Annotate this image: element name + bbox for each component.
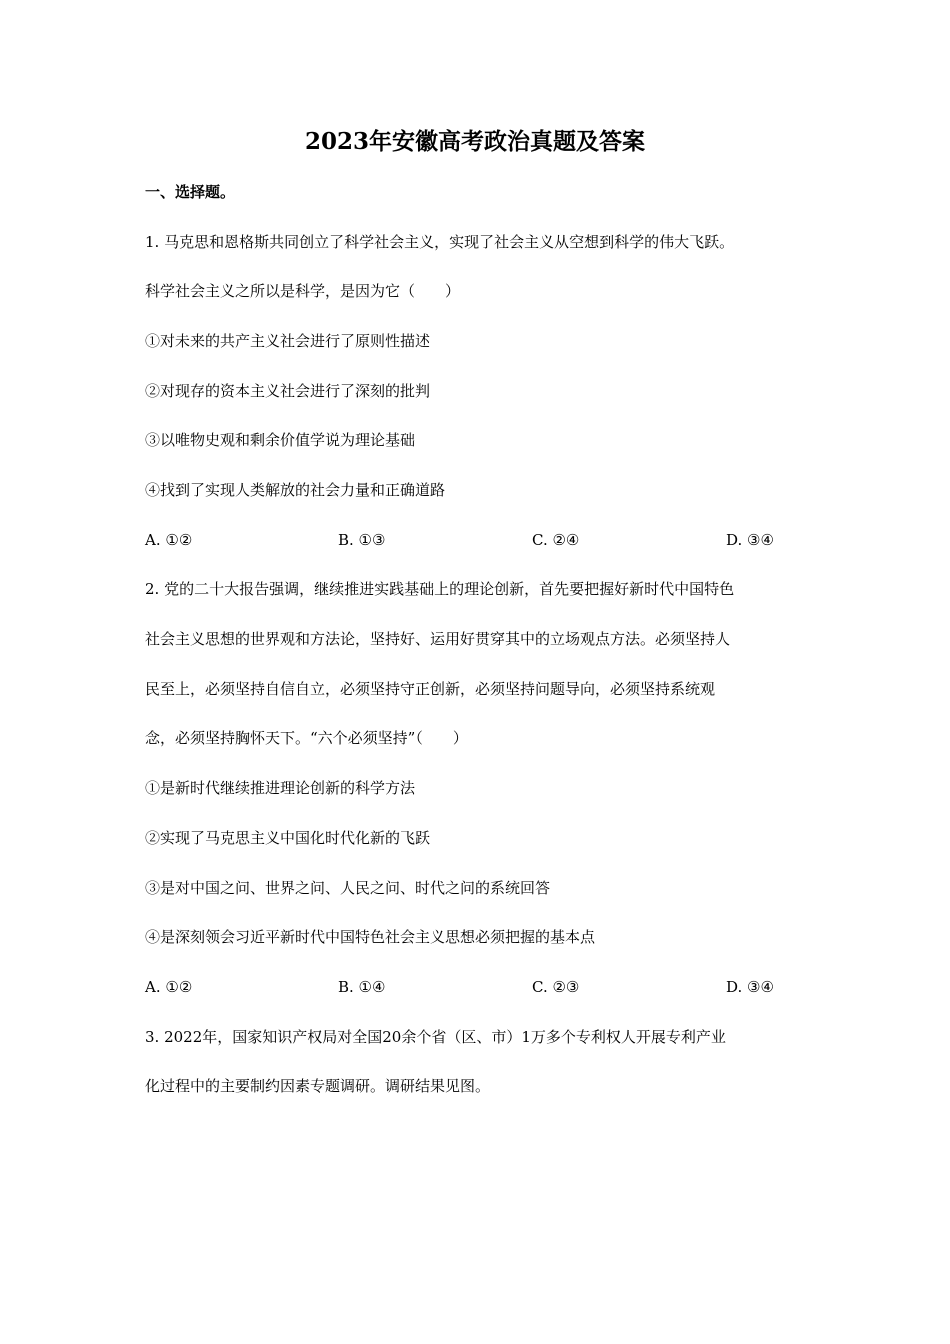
question-2-item-1: ①是新时代继续推进理论创新的科学方法 <box>145 779 416 797</box>
question-1-item-1: ①对未来的共产主义社会进行了原则性描述 <box>145 332 431 350</box>
question-1-item-3: ③以唯物史观和剩余价值学说为理论基础 <box>145 431 416 449</box>
question-1-item-4: ④找到了实现人类解放的社会力量和正确道路 <box>145 481 446 499</box>
question-2-option-d: D. ③④ <box>726 978 774 996</box>
question-1-option-c: C. ②④ <box>532 531 580 549</box>
page-title: 2023年安徽高考政治真题及答案 <box>304 128 645 155</box>
question-2-option-b: B. ①④ <box>338 978 386 996</box>
question-2-option-c: C. ②③ <box>532 978 580 996</box>
question-2-item-2: ②实现了马克思主义中国化时代化新的飞跃 <box>145 829 431 847</box>
question-1-stem-line-2: 科学社会主义之所以是科学，是因为它（ ） <box>145 282 461 300</box>
question-3-stem-line-2: 化过程中的主要制约因素专题调研。调研结果见图。 <box>145 1077 491 1095</box>
question-2-item-4: ④是深刻领会习近平新时代中国特色社会主义思想必须把握的基本点 <box>145 928 596 946</box>
question-2-item-3: ③是对中国之问、世界之问、人民之问、时代之问的系统回答 <box>145 879 551 897</box>
question-1-option-d: D. ③④ <box>726 531 774 549</box>
question-1-option-b: B. ①③ <box>338 531 386 549</box>
question-2-option-a: A. ①② <box>145 978 193 996</box>
question-1-stem-line-1: 1. 马克思和恩格斯共同创立了科学社会主义，实现了社会主义从空想到科学的伟大飞跃。 <box>145 233 735 251</box>
question-2-stem-line-3: 民至上，必须坚持自信自立，必须坚持守正创新，必须坚持问题导向，必须坚持系统观 <box>145 680 716 698</box>
question-2-stem-line-4: 念，必须坚持胸怀天下。“六个必须坚持”（ ） <box>145 729 468 747</box>
question-1-option-a: A. ①② <box>145 531 193 549</box>
question-1-item-2: ②对现存的资本主义社会进行了深刻的批判 <box>145 382 431 400</box>
question-3-stem-line-1: 3. 2022年，国家知识产权局对全国20余个省（区、市）1万多个专利权人开展专利产业 <box>145 1028 726 1046</box>
question-2-stem-line-1: 2. 党的二十大报告强调，继续推进实践基础上的理论创新，首先要把握好新时代中国特色 <box>145 580 735 598</box>
section-heading: 一、选择题。 <box>145 183 236 201</box>
question-2-stem-line-2: 社会主义思想的世界观和方法论，坚持好、运用好贯穿其中的立场观点方法。必须坚持人 <box>145 630 731 648</box>
